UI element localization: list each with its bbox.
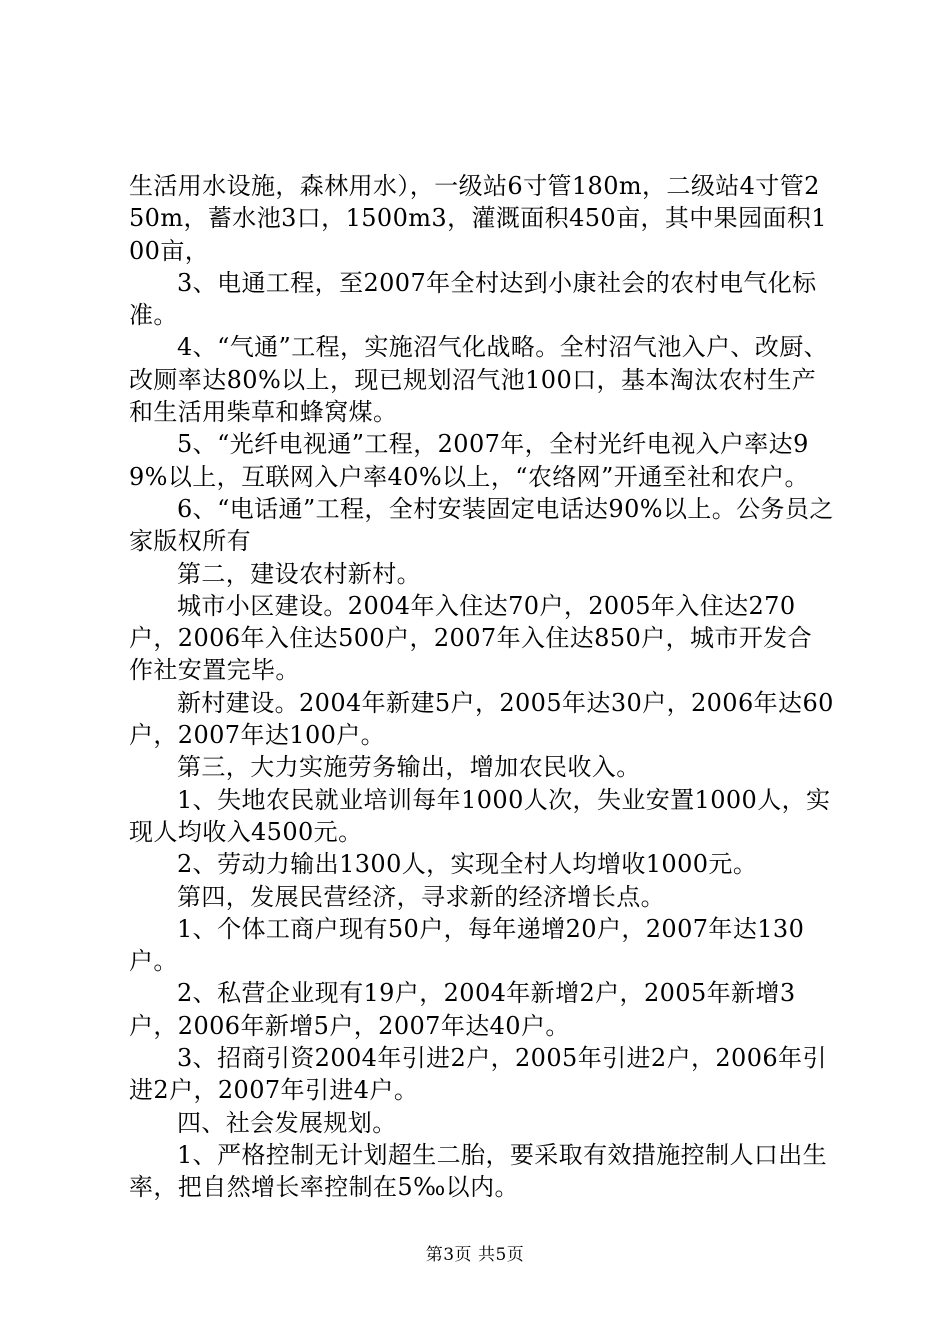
paragraph-9: 第三，大力实施劳务输出，增加农民收入。 [177, 753, 641, 782]
paragraph-3: 4、“气通”工程，实施沼气化战略。全村沼气池入户、改厨、改厕率达80%以上，现已规划沼气池100口，基本淘汰农村生产和生活用柴草和蜂窝煤。 [129, 333, 829, 427]
paragraph-2: 3、电通工程，至2007年全村达到小康社会的农村电气化标准。 [129, 268, 817, 330]
paragraph-5: 6、“电话通”工程，全村安装固定电话达90%以上。公务员之家版权所有 [129, 494, 834, 556]
paragraph-17: 1、严格控制无计划超生二胎，要采取有效措施控制人口出生率，把自然增长率控制在5‰以内。 [129, 1140, 828, 1202]
document-body [129, 170, 834, 1204]
paragraph-10: 1、失地农民就业培训每年1000人次，失业安置1000人，实现人均收入4500元。 [129, 785, 831, 846]
page-footer: 第3页 共5页 [425, 1245, 525, 1265]
paragraph-7: 城市小区建设。2004年入住达70户，2005年入住达270户，2006年入住达500户，2007年入住达850户，城市开发合作社安置完毕。 [129, 591, 812, 685]
paragraph-8: 新村建设。2004年新建5户，2005年达30户，2006年达60户，2007年达100户。 [129, 688, 834, 750]
paragraph-15: 3、招商引资2004年引进2户，2005年引进2户，2006年引进2户，2007年引进4户。 [129, 1044, 827, 1105]
paragraph-11: 2、劳动力输出1300人，实现全村人均增收1000元。 [177, 850, 758, 879]
paragraph-16: 四、社会发展规划。 [177, 1108, 397, 1137]
paragraph-13: 1、个体工商户现有50户，每年递增20户，2007年达130户。 [129, 914, 805, 976]
paragraph-12: 第四，发展民营经济，寻求新的经济增长点。 [177, 882, 665, 911]
paragraph-6: 第二，建设农村新村。 [177, 559, 421, 588]
paragraph-4: 5、“光纤电视通”工程，2007年，全村光纤电视入户率达99%以上，互联网入户率40%以上，“农络网”开通至社和农户。 [129, 430, 809, 491]
paragraph-1: 生活用水设施，森林用水），一级站6寸管180m，二级站4寸管250m，蓄水池3口，1500m3，灌溉面积450亩，其中果园面积100亩， [129, 172, 827, 265]
paragraph-14: 2、私营企业现有19户，2004年新增2户，2005年新增3户，2006年新增5户，2007年达40户。 [129, 979, 796, 1040]
